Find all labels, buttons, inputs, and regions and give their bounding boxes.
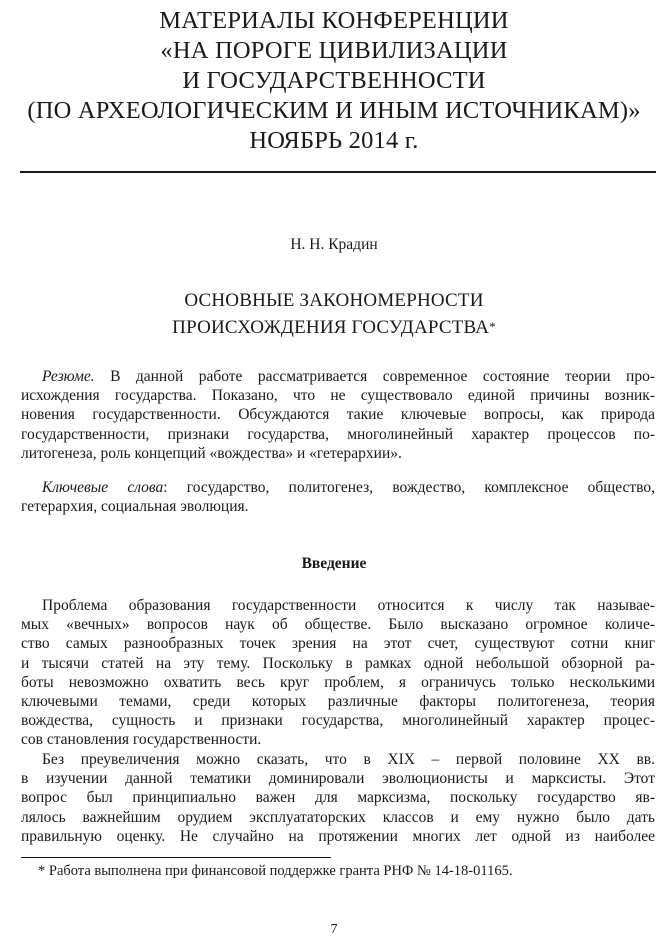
body-line: мых «вечных» вопросов наук об обществе. Было высказано огромное количе- <box>21 616 655 634</box>
header-line-1: МАТЕРИАЛЫ КОНФЕРЕНЦИИ <box>159 7 509 34</box>
keywords-line: : государство, политогенез, вождество, комплексное общество, <box>163 479 655 496</box>
body-line: вопрос был принципиально важен для марксизма, поскольку государство яв- <box>21 789 655 807</box>
abstract <box>21 367 655 463</box>
body-line: ключевыми темами, среди которых различные факторы политогенеза, теория <box>21 693 655 711</box>
abstract-line: исхождения государства. Показано, что не существовало единой причины возник- <box>21 387 655 405</box>
body-paragraph-1 <box>21 596 655 750</box>
abstract-line: новения государственности. Обсуждаются такие ключевые вопросы, как природа <box>21 406 655 424</box>
body-line: сов становления государственности. <box>21 731 262 749</box>
body-paragraph-2 <box>21 750 655 846</box>
body-line: лялось важнейшим орудием эксплуататорских классов и ему нужно было дать <box>21 808 655 826</box>
header-line-2: «НА ПОРОГЕ ЦИВИЛИЗАЦИИ <box>160 37 508 64</box>
abstract-line: литогенеза, роль концепций «вождества» и «гетерархии». <box>21 444 402 462</box>
body-line: правильную оценку. Не случайно на протяжении многих лет одной из наиболее <box>21 827 655 845</box>
footnote: * Работа выполнена при финансовой поддержке гранта РНФ № 14-18-01165. <box>38 863 513 879</box>
page-number: 7 <box>330 922 338 937</box>
body-line: вождества, сущность и признаки государства, многолинейный характер процес- <box>21 712 655 730</box>
section-title: Введение <box>301 555 367 572</box>
conference-header <box>0 6 668 156</box>
body-line: боты невозможно охватить весь круг проблем, я ограничусь только несколькими <box>21 673 655 691</box>
body-line: и тысячи статей на эту тему. Поскольку в рамках одной небольшой обзорной ра- <box>21 654 655 672</box>
title-line-1: ОСНОВНЫЕ ЗАКОНОМЕРНОСТИ <box>184 290 484 311</box>
article-title <box>0 288 668 341</box>
title-line-2: ПРОИСХОЖДЕНИЯ ГОСУДАРСТВА <box>172 317 490 338</box>
abstract-label: Резюме. <box>42 368 95 385</box>
keywords <box>21 478 655 516</box>
body-line: Без преувеличения можно сказать, что в XIX – первой половине XX вв. <box>42 751 655 768</box>
abstract-line: В данной работе рассматривается современное состояние теории про- <box>94 368 655 385</box>
header-line-5: НОЯБРЬ 2014 г. <box>249 127 419 154</box>
header-divider <box>20 171 656 173</box>
body-line: ство самых разнообразных точек зрения на этот счет, существуют сотни книг <box>21 635 655 653</box>
header-line-4: (ПО АРХЕОЛОГИЧЕСКИМ И ИНЫМ ИСТОЧНИКАМ)» <box>27 97 641 124</box>
body-line: Проблема образования государственности относится к числу так называе- <box>42 597 655 614</box>
header-line-3: И ГОСУДАРСТВЕННОСТИ <box>182 67 486 94</box>
article-author: Н. Н. Крадин <box>290 236 378 253</box>
keywords-label: Ключевые слова <box>42 479 164 496</box>
footnote-divider <box>21 857 331 858</box>
abstract-line: государственности, признаки государства, многолинейный характер процессов по- <box>21 425 655 443</box>
keywords-line: гетерархия, социальная эволюция. <box>21 498 249 516</box>
title-footnote-mark: * <box>489 319 496 334</box>
body-line: в изучении данной тематики доминировали эволюционисты и марксисты. Этот <box>21 770 655 788</box>
